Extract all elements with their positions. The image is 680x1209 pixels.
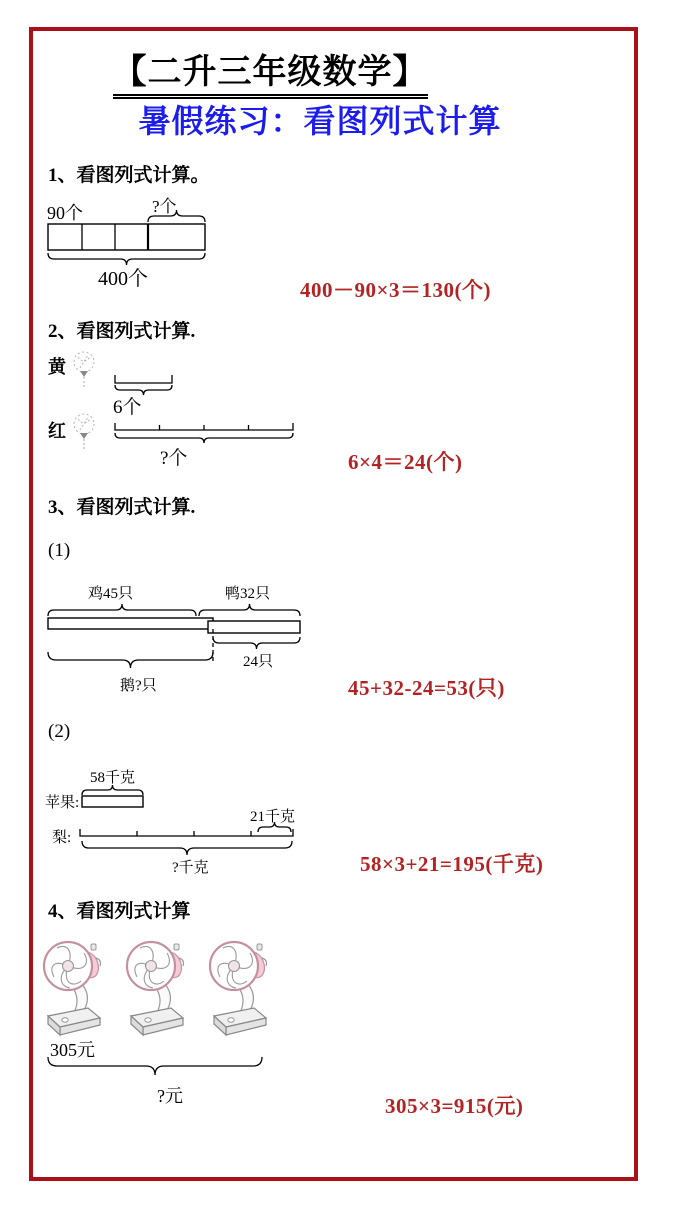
q3p1-chicken-label: 鸡45只 [88, 586, 134, 602]
q4-fans-illustration [42, 930, 282, 1042]
q2-label-yellow: 黄 [48, 357, 66, 377]
q3p2-apple-brace [82, 785, 143, 795]
q3-part2-index: (2) [48, 721, 71, 742]
q1-label-90: 90个 [47, 203, 83, 223]
q2-diagram [40, 345, 310, 455]
q3p2-question-label: ?千克 [172, 860, 209, 876]
answer-3-1: 45+32-24=53(只) [348, 676, 505, 700]
q3p1-chicken-strip [48, 618, 213, 629]
q4-question-label: ?元 [157, 1086, 183, 1106]
q2-label-6: 6个 [113, 397, 142, 418]
fan-icon [210, 942, 268, 1035]
page-title: 【二升三年级数学】 [113, 44, 428, 99]
q3p2-apple-label: 苹果: [45, 795, 80, 811]
q2-label-question: ?个 [160, 448, 188, 469]
flower-sketch-icon [74, 414, 94, 451]
q2-label-red: 红 [48, 421, 66, 441]
q3p2-total-brace [82, 841, 292, 855]
q3p1-duck-strip [208, 621, 300, 633]
q3p1-goose-label: 鹅?只 [120, 678, 157, 694]
q3p1-chicken-brace [48, 604, 196, 616]
q3p2-pear-line [80, 829, 293, 836]
flower-sketch-icon [74, 352, 94, 389]
q1-heading: 1、看图列式计算。 [48, 165, 210, 186]
q3p1-diagram [40, 598, 320, 683]
title-wrap [30, 44, 510, 99]
q3p2-58kg-label: 58千克 [90, 770, 136, 786]
q4-total-brace [48, 1057, 263, 1079]
page-subtitle: 暑假练习：看图列式计算 [138, 103, 502, 139]
q1-bar [48, 224, 205, 250]
answer-2: 6×4＝24(个) [348, 450, 463, 474]
q3p1-overlap-label: 24只 [243, 654, 274, 670]
q3p2-apple-strip [82, 796, 143, 807]
q3p2-pear-label: 梨: [52, 830, 72, 846]
fan-icon [44, 942, 102, 1035]
answer-1: 400－90×3＝130(个) [300, 278, 491, 302]
q3p1-overlap-brace [213, 637, 300, 649]
q3p2-21kg-brace [258, 822, 291, 832]
q3p1-duck-brace [199, 604, 300, 616]
q3p2-diagram [40, 760, 320, 870]
q3-heading: 3、看图列式计算. [48, 497, 196, 518]
q1-top-brace [148, 210, 205, 222]
answer-4: 305×3=915(元) [385, 1094, 524, 1118]
q4-price-label: 305元 [50, 1040, 95, 1060]
q2-heading: 2、看图列式计算. [48, 321, 196, 342]
q2-red-segment [115, 423, 293, 430]
fan-icon [127, 942, 185, 1035]
q2-yellow-segment [115, 375, 172, 383]
answer-3-2: 58×3+21=195(千克) [360, 852, 544, 876]
q4-heading: 4、看图列式计算 [48, 901, 191, 922]
q3p2-21kg-label: 21千克 [250, 809, 296, 825]
q2-red-brace [115, 433, 293, 443]
q1-label-400: 400个 [98, 268, 148, 290]
q3-part1-index: (1) [48, 540, 71, 561]
q1-label-question: ?个 [152, 197, 177, 216]
q3p1-duck-label: 鸭32只 [225, 586, 271, 602]
q3p1-goose-brace [48, 652, 213, 668]
